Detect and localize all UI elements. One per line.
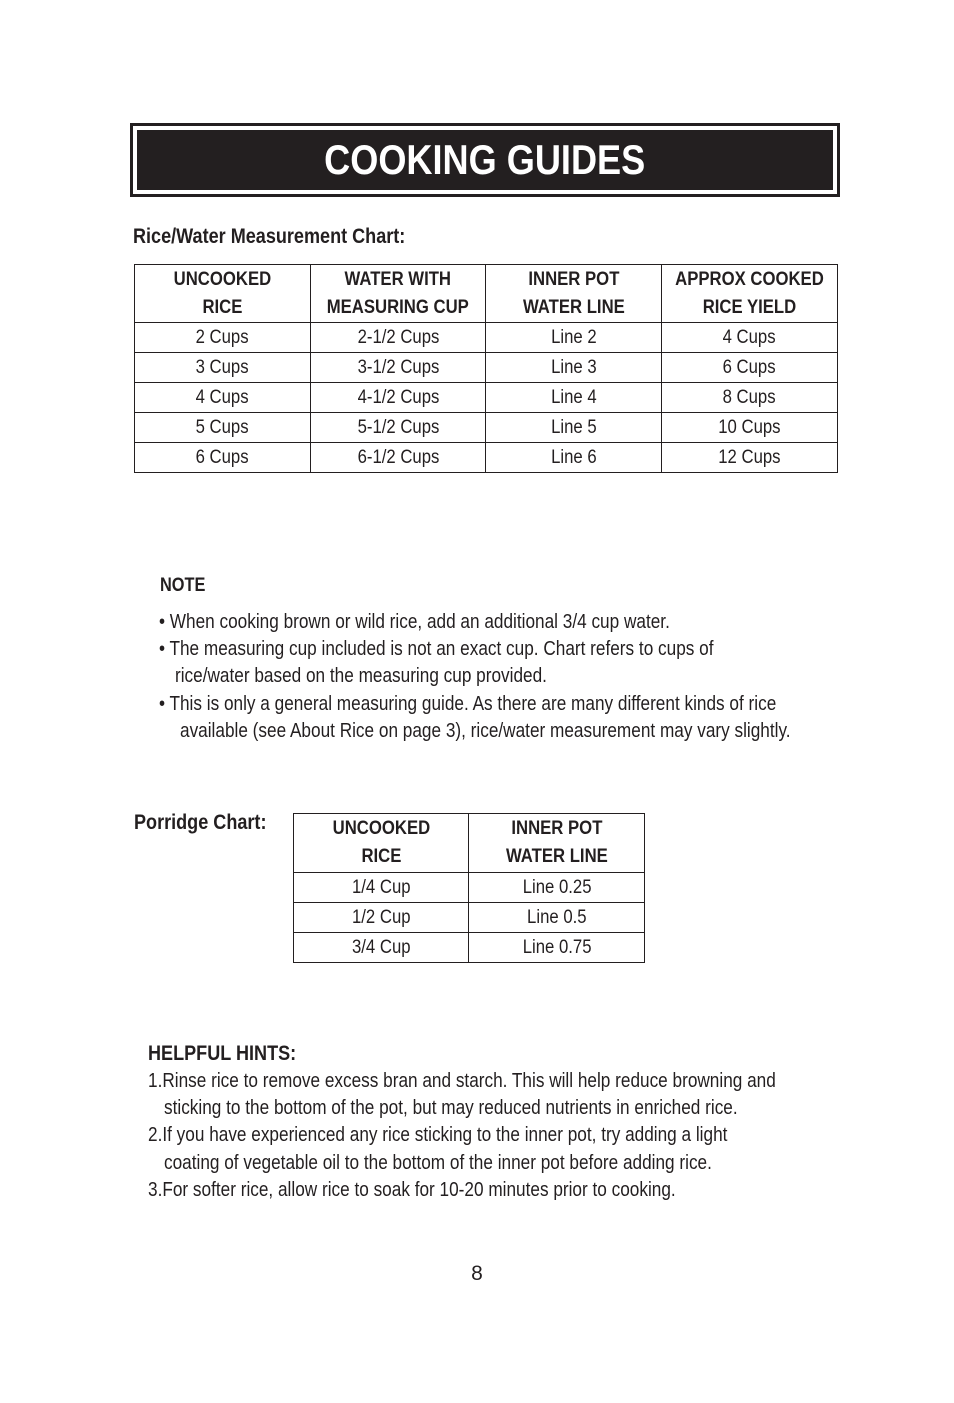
title-banner [130,123,840,197]
note-line: available (see About Rice on page 3), rice/water measurement may vary slightly. [180,720,791,742]
hint-line: sticking to the bottom of the pot, but may reduced nutrients in enriched rice. [164,1097,738,1119]
table-cell: 8 Cups [662,383,838,413]
header-water-with-cup: WATER WITH MEASURING CUP [310,265,486,323]
table-cell: 2 Cups [135,323,311,353]
table-cell: 4-1/2 Cups [310,383,486,413]
page-number: 8 [471,1262,483,1285]
table-header-row [135,265,838,323]
table-cell: 2-1/2 Cups [310,323,486,353]
table-cell: 6 Cups [662,353,838,383]
hint-line: 3.For softer rice, allow rice to soak for 10-20 minutes prior to cooking. [148,1179,676,1201]
header-inner-pot-line: INNER POT WATER LINE [469,814,645,873]
title-banner-fill [137,130,833,190]
table-header-row [294,814,645,873]
table-cell: 4 Cups [135,383,311,413]
table-row [135,413,838,443]
header-uncooked-rice: UNCOOKED RICE [294,814,469,873]
table-cell: Line 2 [486,323,662,353]
helpful-hints-title: HELPFUL HINTS: [148,1042,297,1065]
table-row [135,383,838,413]
porridge-chart-heading: Porridge Chart: [134,811,267,834]
table-cell: Line 4 [486,383,662,413]
table-cell: 5 Cups [135,413,311,443]
table-cell: Line 3 [486,353,662,383]
table-cell: Line 0.75 [469,933,645,963]
table-cell: 3 Cups [135,353,311,383]
table-cell: Line 6 [486,443,662,473]
table-row [135,443,838,473]
table-cell: Line 5 [486,413,662,443]
table-cell: Line 0.25 [469,873,645,903]
table-cell: Line 0.5 [469,903,645,933]
header-cooked-yield: APPROX COOKED RICE YIELD [662,265,838,323]
table-cell: 6 Cups [135,443,311,473]
header-inner-pot-line: INNER POT WATER LINE [486,265,662,323]
hint-line: coating of vegetable oil to the bottom of the inner pot before adding rice. [164,1152,712,1174]
table-cell: 1/4 Cup [294,873,469,903]
table-cell: 10 Cups [662,413,838,443]
table-row [294,873,645,903]
note-line: • The measuring cup included is not an exact cup. Chart refers to cups of [159,638,714,660]
porridge-table [293,813,645,963]
table-cell: 3-1/2 Cups [310,353,486,383]
rice-water-table [134,264,838,473]
page-title: COOKING GUIDES [324,136,646,183]
table-cell: 3/4 Cup [294,933,469,963]
note-title: NOTE [160,575,206,596]
header-uncooked-rice: UNCOOKED RICE [135,265,311,323]
table-row [135,323,838,353]
hint-line: 1.Rinse rice to remove excess bran and starch. This will help reduce browning and [148,1070,776,1092]
table-cell: 12 Cups [662,443,838,473]
note-line: • When cooking brown or wild rice, add an additional 3/4 cup water. [159,611,670,633]
note-line: • This is only a general measuring guide. As there are many different kinds of rice [159,693,777,715]
table-row [294,903,645,933]
table-cell: 1/2 Cup [294,903,469,933]
rice-chart-heading: Rice/Water Measurement Chart: [133,225,406,248]
table-cell: 4 Cups [662,323,838,353]
hint-line: 2.If you have experienced any rice sticking to the inner pot, try adding a light [148,1124,728,1146]
table-row [294,933,645,963]
table-cell: 5-1/2 Cups [310,413,486,443]
table-row [135,353,838,383]
table-cell: 6-1/2 Cups [310,443,486,473]
note-line: rice/water based on the measuring cup provided. [175,665,547,687]
